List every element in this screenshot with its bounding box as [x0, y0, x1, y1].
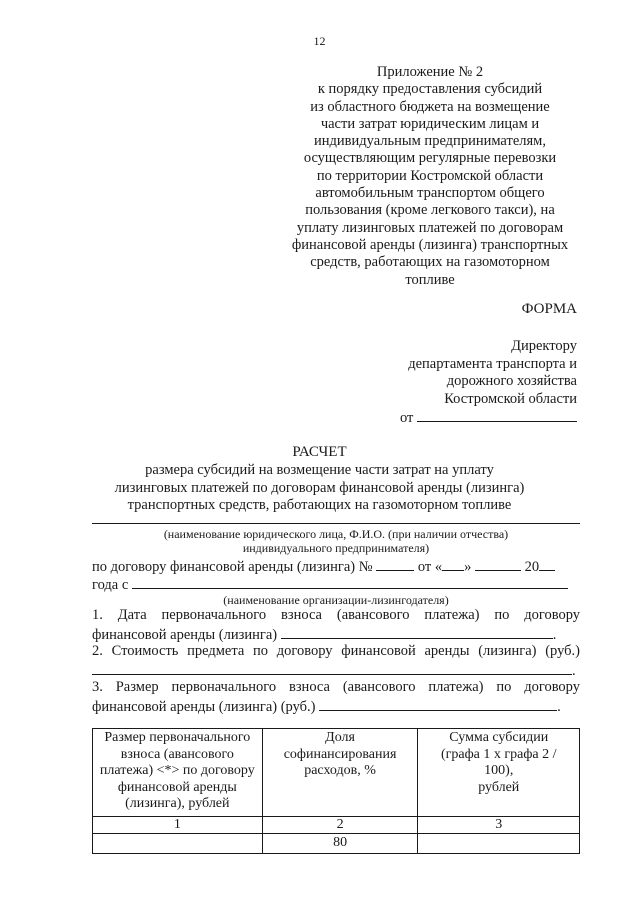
document-title: РАСЧЕТ [292, 444, 347, 460]
item-1-period: . [552, 627, 557, 643]
appendix-line: пользования (кроме легкового такси), на [305, 202, 555, 219]
from-row [400, 408, 577, 427]
table-cell-share: 80 [262, 834, 418, 854]
appendix-header [240, 64, 620, 289]
item-2-line-1: 2. Стоимость предмета по договору финансовой аренды (лизинга) (руб.) [92, 643, 580, 659]
addressee-line: Директору [511, 338, 577, 354]
lessor-name-field[interactable] [132, 575, 568, 589]
item-2-line-2 [92, 661, 576, 680]
header-line: финансовой аренды [117, 779, 237, 795]
entity-name-hint [92, 527, 580, 555]
header-line: (графа 1 x графа 2 / [440, 746, 557, 762]
header-line: софинансирования [283, 746, 397, 762]
item-3-field[interactable] [319, 697, 557, 711]
lessor-hint [92, 593, 580, 607]
table-cell-subsidy-amount[interactable] [418, 834, 580, 854]
header-line: Доля [325, 730, 355, 745]
item-3-label: финансовой аренды (лизинга) (руб.) [92, 699, 316, 715]
item-1-field[interactable] [281, 625, 553, 639]
appendix-line: по территории Костромской области [316, 167, 544, 184]
column-number-cell: 1 [93, 816, 263, 834]
table-cell-initial-payment[interactable] [93, 834, 263, 854]
item-1-label: финансовой аренды (лизинга) [92, 627, 278, 643]
item-2-field[interactable] [92, 661, 572, 675]
hint-line: (наименование юридического лица, Ф.И.О. (при наличии отчества) [163, 527, 509, 541]
header-line: расходов, % [304, 763, 376, 778]
item-3-period: . [557, 699, 561, 715]
header-line: 100), [484, 763, 514, 778]
page-number: 12 [313, 34, 326, 48]
contract-number-field[interactable] [376, 557, 414, 571]
table-data-row [93, 834, 580, 854]
appendix-line: части затрат юридическим лицам и [320, 115, 540, 132]
header-line: Размер первоначального [104, 730, 251, 745]
table-header-cell [262, 729, 418, 817]
header-line: платежа) <*> по договору [99, 763, 255, 778]
item-1-line-2 [92, 625, 556, 644]
contract-month-field[interactable] [475, 557, 521, 571]
item-3-line-2 [92, 697, 561, 716]
addressee-line: департамента транспорта и [408, 355, 577, 372]
appendix-line: уплату лизинговых платежей по договорам [296, 219, 564, 236]
from-field[interactable] [417, 408, 577, 422]
appendix-line: топливе [405, 271, 455, 288]
contract-year-prefix: 20 [524, 559, 540, 575]
year-line-prefix: года с [92, 577, 129, 593]
item-3-line-1: 3. Размер первоначального взноса (авансового платежа) по договору [92, 679, 580, 695]
appendix-line: автомобильным транспортом общего [315, 185, 545, 202]
subtitle-line: лизинговых платежей по договорам финансовой аренды (лизинга) [114, 479, 525, 496]
addressee-block [408, 338, 577, 408]
calculation-table [92, 728, 580, 854]
appendix-line: Приложение № 2 [376, 64, 484, 80]
appendix-line: из областного бюджета на возмещение [310, 98, 550, 115]
item-2-period: . [572, 663, 576, 679]
from-label: от [399, 410, 414, 426]
hint-line: (наименование организации-лизингодателя) [223, 593, 449, 607]
appendix-line: финансовой аренды (лизинга) транспортных [291, 236, 569, 253]
header-line: взноса (авансового [120, 746, 234, 762]
table-header-row [93, 729, 580, 817]
item-1-line-1: 1. Дата первоначального взноса (авансового платежа) по договору [92, 607, 580, 623]
document-subtitle [0, 462, 639, 515]
contract-prefix: по договору финансовой аренды (лизинга) № [92, 559, 373, 575]
contract-line [92, 557, 555, 576]
contract-year-line [92, 575, 568, 594]
contract-close-quote: » [464, 559, 472, 575]
appendix-line: осуществляющим регулярные перевозки [303, 150, 557, 167]
table-header-cell [93, 729, 263, 817]
addressee-line: дорожного хозяйства [446, 373, 577, 389]
contract-from-label: от « [417, 559, 443, 575]
addressee-line: Костромской области [444, 390, 577, 407]
table-column-number-row [93, 816, 580, 834]
column-number-cell: 2 [262, 816, 418, 834]
contract-year-field[interactable] [539, 557, 555, 571]
subtitle-line: транспортных средств, работающих на газомоторном топливе [127, 497, 512, 513]
hint-line: индивидуального предпринимателя) [242, 541, 430, 555]
form-label: ФОРМА [521, 301, 577, 317]
subtitle-line: размера субсидий на возмещение части затрат на уплату [145, 462, 494, 478]
table-header-cell [418, 729, 580, 817]
appendix-line: средств, работающих на газомоторном [310, 254, 550, 271]
header-line: рублей [478, 779, 520, 795]
contract-day-field[interactable] [442, 557, 464, 571]
appendix-line: к порядку предоставления субсидий [317, 81, 543, 98]
column-number-cell: 3 [418, 816, 580, 834]
appendix-line: индивидуальным предпринимателям, [314, 133, 546, 150]
header-line: (лизинга), рублей [125, 796, 230, 811]
header-line: Сумма субсидии [449, 730, 549, 745]
entity-name-field[interactable] [92, 523, 580, 524]
